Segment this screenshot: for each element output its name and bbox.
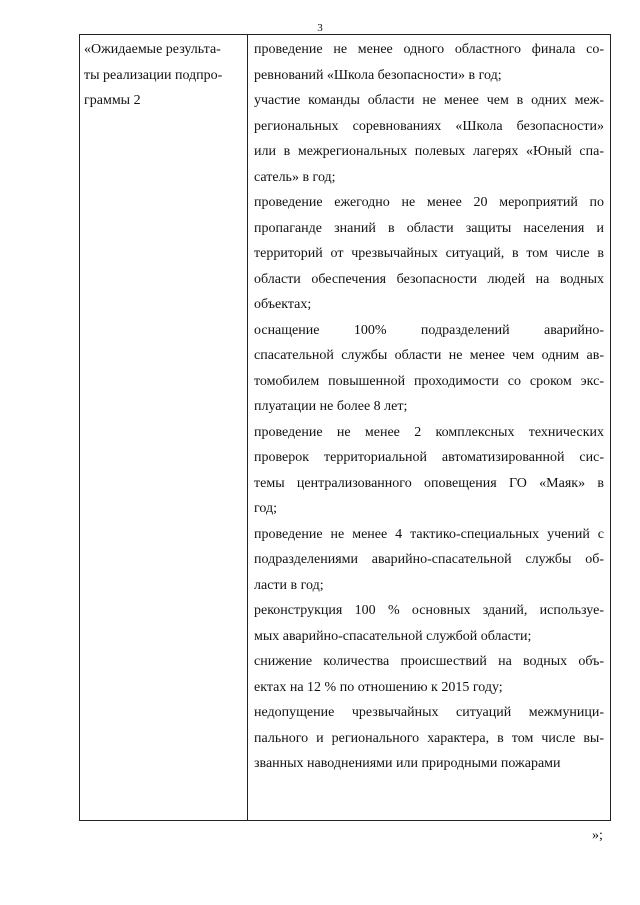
result-item (254, 88, 604, 190)
result-line: год; (254, 501, 278, 516)
result-item (254, 420, 604, 522)
result-item (254, 598, 604, 649)
result-item (254, 190, 604, 318)
result-line: сатель» в год; (254, 169, 336, 185)
result-item (254, 37, 604, 88)
result-line: ектах на 12 % по отношению к 2015 году; (254, 679, 503, 695)
result-item (254, 700, 604, 777)
result-line: недопущение чрезвычайных ситуаций межмуници- (254, 705, 604, 720)
result-item (254, 522, 604, 599)
result-line: области обеспечения безопасности людей на водных (254, 271, 604, 287)
result-line: участие команды области не менее чем в одних меж- (254, 93, 604, 108)
result-item (254, 649, 604, 700)
page-number: 3 (317, 22, 323, 34)
label-line: «Ожидаемые результа- (84, 42, 221, 57)
closing-quote-mark: »; (592, 828, 603, 843)
result-line: оснащение 100% подразделений аварийно- (254, 322, 604, 338)
result-line: званных наводнениями или природными пожарами (254, 756, 561, 771)
content-table (79, 34, 611, 821)
result-line: проведение ежегодно не менее 20 мероприятий по (254, 195, 604, 210)
result-item (254, 318, 604, 420)
result-line: снижение количества происшествий на водных объ- (254, 654, 604, 669)
result-line: темы централизованного оповещения ГО «Маяк» в (254, 475, 604, 491)
result-line: томобилем повышенной проходимости со сроком экс- (254, 373, 604, 389)
content-cell (248, 35, 611, 821)
result-line: подразделениями аварийно-спасательной службы об- (254, 552, 604, 567)
result-line: ласти в год; (254, 577, 324, 593)
result-line: пропаганде знаний в области защиты населения и (254, 220, 604, 236)
label-cell (80, 35, 248, 821)
table-row (80, 35, 611, 821)
result-line: спасательной службы области не менее чем одним ав- (254, 348, 604, 363)
result-line: мых аварийно-спасательной службой области; (254, 628, 532, 644)
result-line: территорий от чрезвычайных ситуаций, в том числе в (254, 246, 604, 261)
result-line: пального и регионального характера, в том числе вы- (254, 730, 604, 746)
result-line: региональных соревнованиях «Школа безопасности» (254, 118, 604, 134)
label-line: граммы 2 (84, 93, 141, 108)
label-text (80, 35, 247, 114)
result-line: или в межрегиональных полевых лагерях «Юный спа- (254, 144, 604, 159)
result-line: плуатации не более 8 лет; (254, 399, 408, 414)
result-line: проведение не менее одного областного финала со- (254, 42, 604, 57)
content-text (248, 35, 610, 777)
result-line: реконструкция 100 % основных зданий, используе- (254, 603, 604, 618)
label-line: ты реализации подпро- (84, 67, 223, 83)
result-line: проведение не менее 4 тактико-специальных учений с (254, 526, 604, 542)
result-line: проверок территориальной автоматизированной сис- (254, 450, 604, 465)
result-line: ревнований «Школа безопасности» в год; (254, 67, 502, 83)
result-line: объектах; (254, 297, 312, 312)
result-line: проведение не менее 2 комплексных технических (254, 424, 604, 440)
